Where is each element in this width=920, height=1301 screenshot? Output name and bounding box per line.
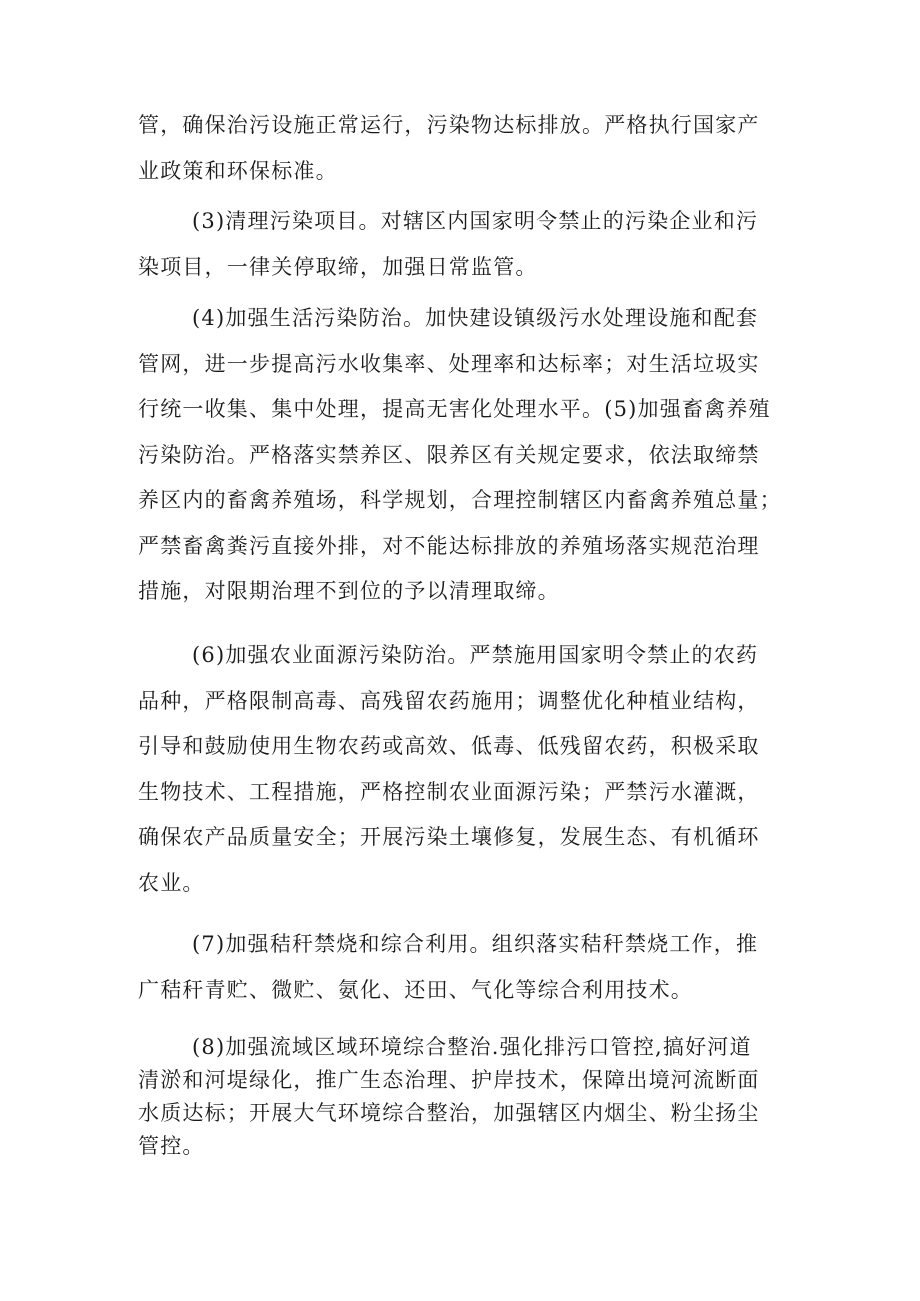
paragraph-item-3 (138, 199, 798, 290)
text-line: 水质达标；开展大气环境综合整治，加强辖区内烟尘、粉尘扬尘 (138, 1101, 760, 1125)
text-line: 管控。 (138, 1134, 205, 1158)
text-line: 清淤和河堤绿化，推广生态治理、护岸技术，保障出境河流断面 (138, 1068, 760, 1092)
text-line: 生物技术、工程措施，严格控制农业面源污染；严禁污水灌溉， (138, 779, 760, 804)
text-line: 染项目，一律关停取缔，加强日常监管。 (138, 254, 538, 279)
paragraph-pollution-control-continued (138, 103, 798, 194)
text-line: (6)加强农业面源污染防治。严禁施用国家明令禁止的农药 (192, 643, 759, 667)
text-line: 管，确保治污设施正常运行，污染物达标排放。严格执行国家产 (138, 113, 760, 137)
text-line: 品种，严格限制高毒、高残留农药施用；调整优化种植业结构， (138, 688, 760, 713)
text-line: (3)清理污染项目。对辖区内国家明令禁止的污染企业和污 (192, 209, 759, 233)
text-line: (8)加强流域区域环境综合整治.强化排污口管控,搞好河道 (192, 1035, 752, 1059)
text-line: 养区内的畜禽养殖场，科学规划，合理控制辖区内畜禽养殖总量； (138, 488, 782, 512)
paragraph-item-6 (138, 633, 798, 906)
text-line: 污染防治。严格落实禁养区、限养区有关规定要求，依法取缔禁 (138, 442, 760, 467)
text-line: 广秸秆青贮、微贮、氨化、还田、气化等综合利用技术。 (138, 977, 693, 1002)
text-line: 业政策和环保标准。 (138, 158, 338, 183)
text-line: 行统一收集、集中处理，提高无害化处理水平。(5)加强畜禽养殖 (138, 397, 771, 421)
text-line: 确保农产品质量安全；开展污染土壤修复，发展生态、有机循环 (138, 825, 760, 849)
text-line: 引导和鼓励使用生物农药或高效、低毒、低残留农药，积极采取 (138, 734, 760, 758)
paragraph-item-8 (138, 1031, 798, 1163)
text-line: 措施，对限期治理不到位的予以清理取缔。 (138, 579, 560, 603)
paragraph-item-7 (138, 922, 798, 1013)
text-line: (4)加强生活污染防治。加快建设镇级污水处理设施和配套 (192, 306, 759, 330)
text-line: 农业。 (138, 870, 205, 895)
paragraph-item-4-5 (138, 296, 798, 615)
text-line: 严禁畜禽粪污直接外排，对不能达标排放的养殖场落实规范治理 (138, 533, 760, 558)
text-line: (7)加强秸秆禁烧和综合利用。组织落实秸秆禁烧工作，推 (192, 932, 759, 956)
text-line: 管网，进一步提高污水收集率、处理率和达标率；对生活垃圾实 (138, 351, 760, 376)
